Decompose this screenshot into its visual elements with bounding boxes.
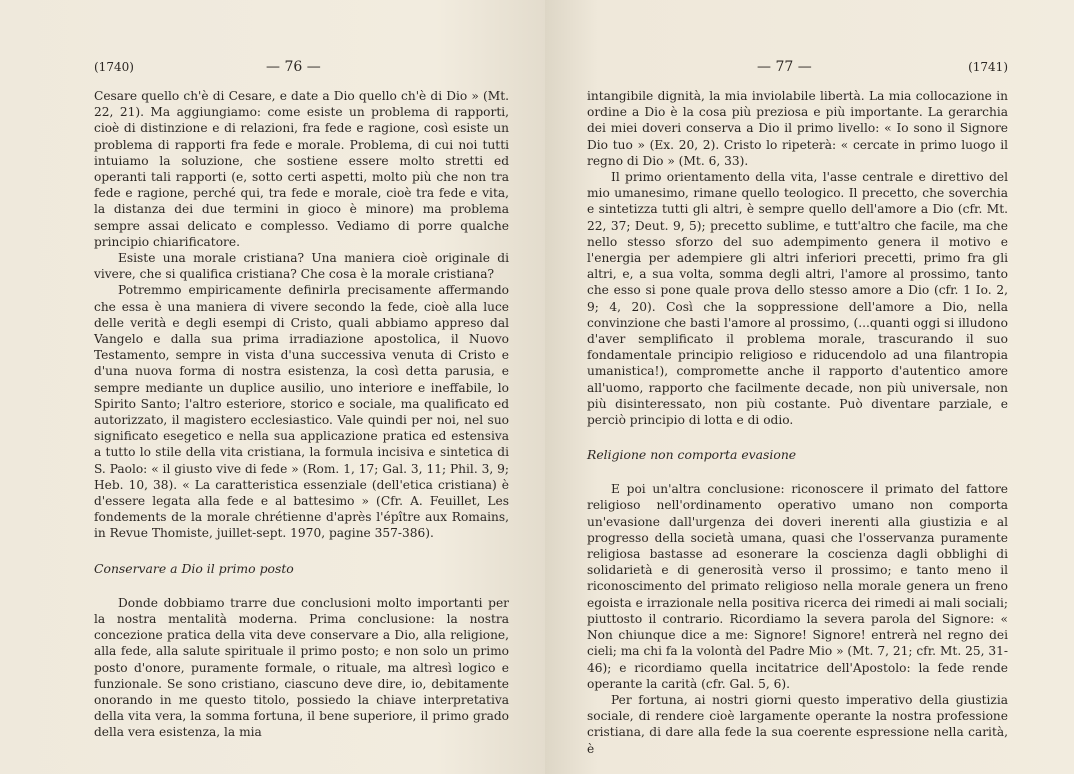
left-section-paragraph: Donde dobbiamo trarre due conclusioni molto importanti per la nostra mentalità moderna. Prima conclusione: la nostra concezione pratica della vita deve conservare a Dio, alla religione, alla fede, alla salute spirituale il primo posto; e non solo un primo posto d'onore, puramente formale, o rituale, ma altresì logico e funzionale. Se sono cristiano, ciascuno deve dire, io, debitamente onorando in me questo titolo, possiedo la chiave interpretativa della vita vera, la somma fortuna, il bene superiore, il primo grado della vera esistenza, la mia [94,595,509,740]
left-paragraph-2: Esiste una morale cristiana? Una maniera cioè originale di vivere, che si qualifica cristiana? Che cosa è la morale cristiana? [94,251,509,282]
left-paragraph-3: Potremmo empiricamente definirla precisamente affermando che essa è una maniera di vivere secondo la fede, cioè alla luce delle verità e degli esempi di Cristo, quali abbiamo appreso dal Vangelo e dalla sua prima irradiazione apostolica, il Nuovo Testamento, sempre in vista d'una successiva venuta di Cristo e d'una nuova forma di nostra esistenza, la così detta parusia, e sempre mediante un duplice ausilio, uno interiore e ineffabile, lo Spirito Santo; l'altro esteriore, storico e sociale, ma qualificato ed autorizzato, il magistero ecclesiastico. Vale quindi per noi, nel suo significato esegetico e nella sua applicazione pratica ed estensiva a tutto lo stile della vita cristiana, la formula incisiva e sintetica di S. Paolo: « il giusto vive di fede » (Rom. 1, 17; Gal. 3, 11; Phil. 3, 9; Heb. 10, 38). « La caratteristica essenziale (dell'etica cristiana) è d'essere legata alla fede e al battesimo » (Cfr. A. Feuillet, Les fondements de la morale chrétienne d'après l'épître aux Romains, in Revue Thomiste, juillet-sept. 1970, pagine 357-386). [94,283,509,541]
right-section-paragraph-1: E poi un'altra conclusione: riconoscere il primato del fattore religioso nell'ordinamento operativo umano non comporta un'evasione dall'urgenza dei doveri inerenti alla giustizia e al progresso della società umana, quasi che l'osservanza puramente religiosa bastasse ad esonerare la coscienza dagli obblighi di solidarietà e di generosità verso il prossimo; e tanto meno il riconoscimento del primato religioso nella morale genera un freno egoista e irrazionale nella positiva ricerca dei rimedi ai mali sociali; piuttosto il contrario. Ricordiamo la severa parola del Signore: « Non chiunque dice a me: Signore! Signore! entrerà nel regno dei cieli; ma chi fa la volontà del Padre Mio » (Mt. 7, 21; cfr. Mt. 25, 31-46); e ricordiamo quella incitatrice dell'Apostolo: la fede rende operante la carità (cfr. Gal. 5, 6). [587,482,1008,691]
right-page [545,0,1074,774]
right-running-head [587,56,1008,78]
right-page-number: — 77 — [757,59,812,75]
left-paragraph-1: Cesare quello ch'è di Cesare, e date a Dio quello ch'è di Dio » (Mt. 22, 21). Ma aggiungiamo: come esiste un problema di rapporti, cioè di distinzione e di relazioni, fra fede e ragione, così esiste un problema di rapporti fra fede e morale. Problema, di cui noi tutti intuiamo la soluzione, che sostiene essere molto stretti ed operanti tali rapporti (e, sotto certi aspetti, molto più che non tra fede e ragione, perché qui, tra fede e morale, cioè tra fede e vita, la distanza dei due termini in gioco è minore) ma problema sempre assai delicato e complesso. Vediamo di porre qualche principio chiarificatore. [94,89,509,249]
right-paragraph-1: intangibile dignità, la mia inviolabile libertà. La mia collocazione in ordine a Dio è la cosa più preziosa e più importante. La gerarchia dei miei doveri conserva a Dio il primo livello: « Io sono il Signore Dio tuo » (Ex. 20, 2). Cristo lo ripeterà: « cercate in primo luogo il regno di Dio » (Mt. 6, 33). [587,89,1008,168]
right-section-paragraph-2: Per fortuna, ai nostri giorni questo imperativo della giustizia sociale, di rendere cioè largamente operante la nostra professione cristiana, di dare alla fede la sua coerente espressione nella carità, è [587,692,1008,756]
right-body-text [587,88,1008,757]
left-running-head [94,56,509,78]
right-page-reference: (1741) [968,60,1008,74]
left-section-title: Conservare a Dio il primo posto [94,560,294,576]
left-body-text [94,88,509,741]
left-page-number: — 76 — [266,59,321,75]
right-section-title: Religione non comporta evasione [587,447,797,463]
right-paragraph-2: Il primo orientamento della vita, l'asse centrale e direttivo del mio umanesimo, rimane quello teologico. Il precetto, che soverchia e sintetizza tutti gli altri, è sempre quello dell'amore a Dio (cfr. Mt. 22, 37; Deut. 9, 5); precetto sublime, e tutt'altro che facile, ma che nello stesso sforzo del suo adempimento genera il motivo e l'energia per adempiere gli altri inferiori precetti, primo fra gli altri, e, a sua volta, somma degli altri, l'amore al prossimo, tanto che esso si pone quale prova dello stesso amore a Dio (cfr. 1 Io. 2, 9; 4, 20). Così che la soppressione dell'amore a Dio, nella convinzione che basti l'amore al prossimo, (...quanti oggi si illudono d'aver semplificato il problema morale, trascurando il suo fondamentale principio religioso e riducendolo ad una filantropia umanistica!), compromette anche il rapporto d'autentico amore all'uomo, rapporto che facilmente decade, non più universale, non più disinteressato, non più costante. Può diventare parziale, e perciò principio di lotta e di odio. [587,170,1008,428]
left-page-reference: (1740) [94,60,134,74]
